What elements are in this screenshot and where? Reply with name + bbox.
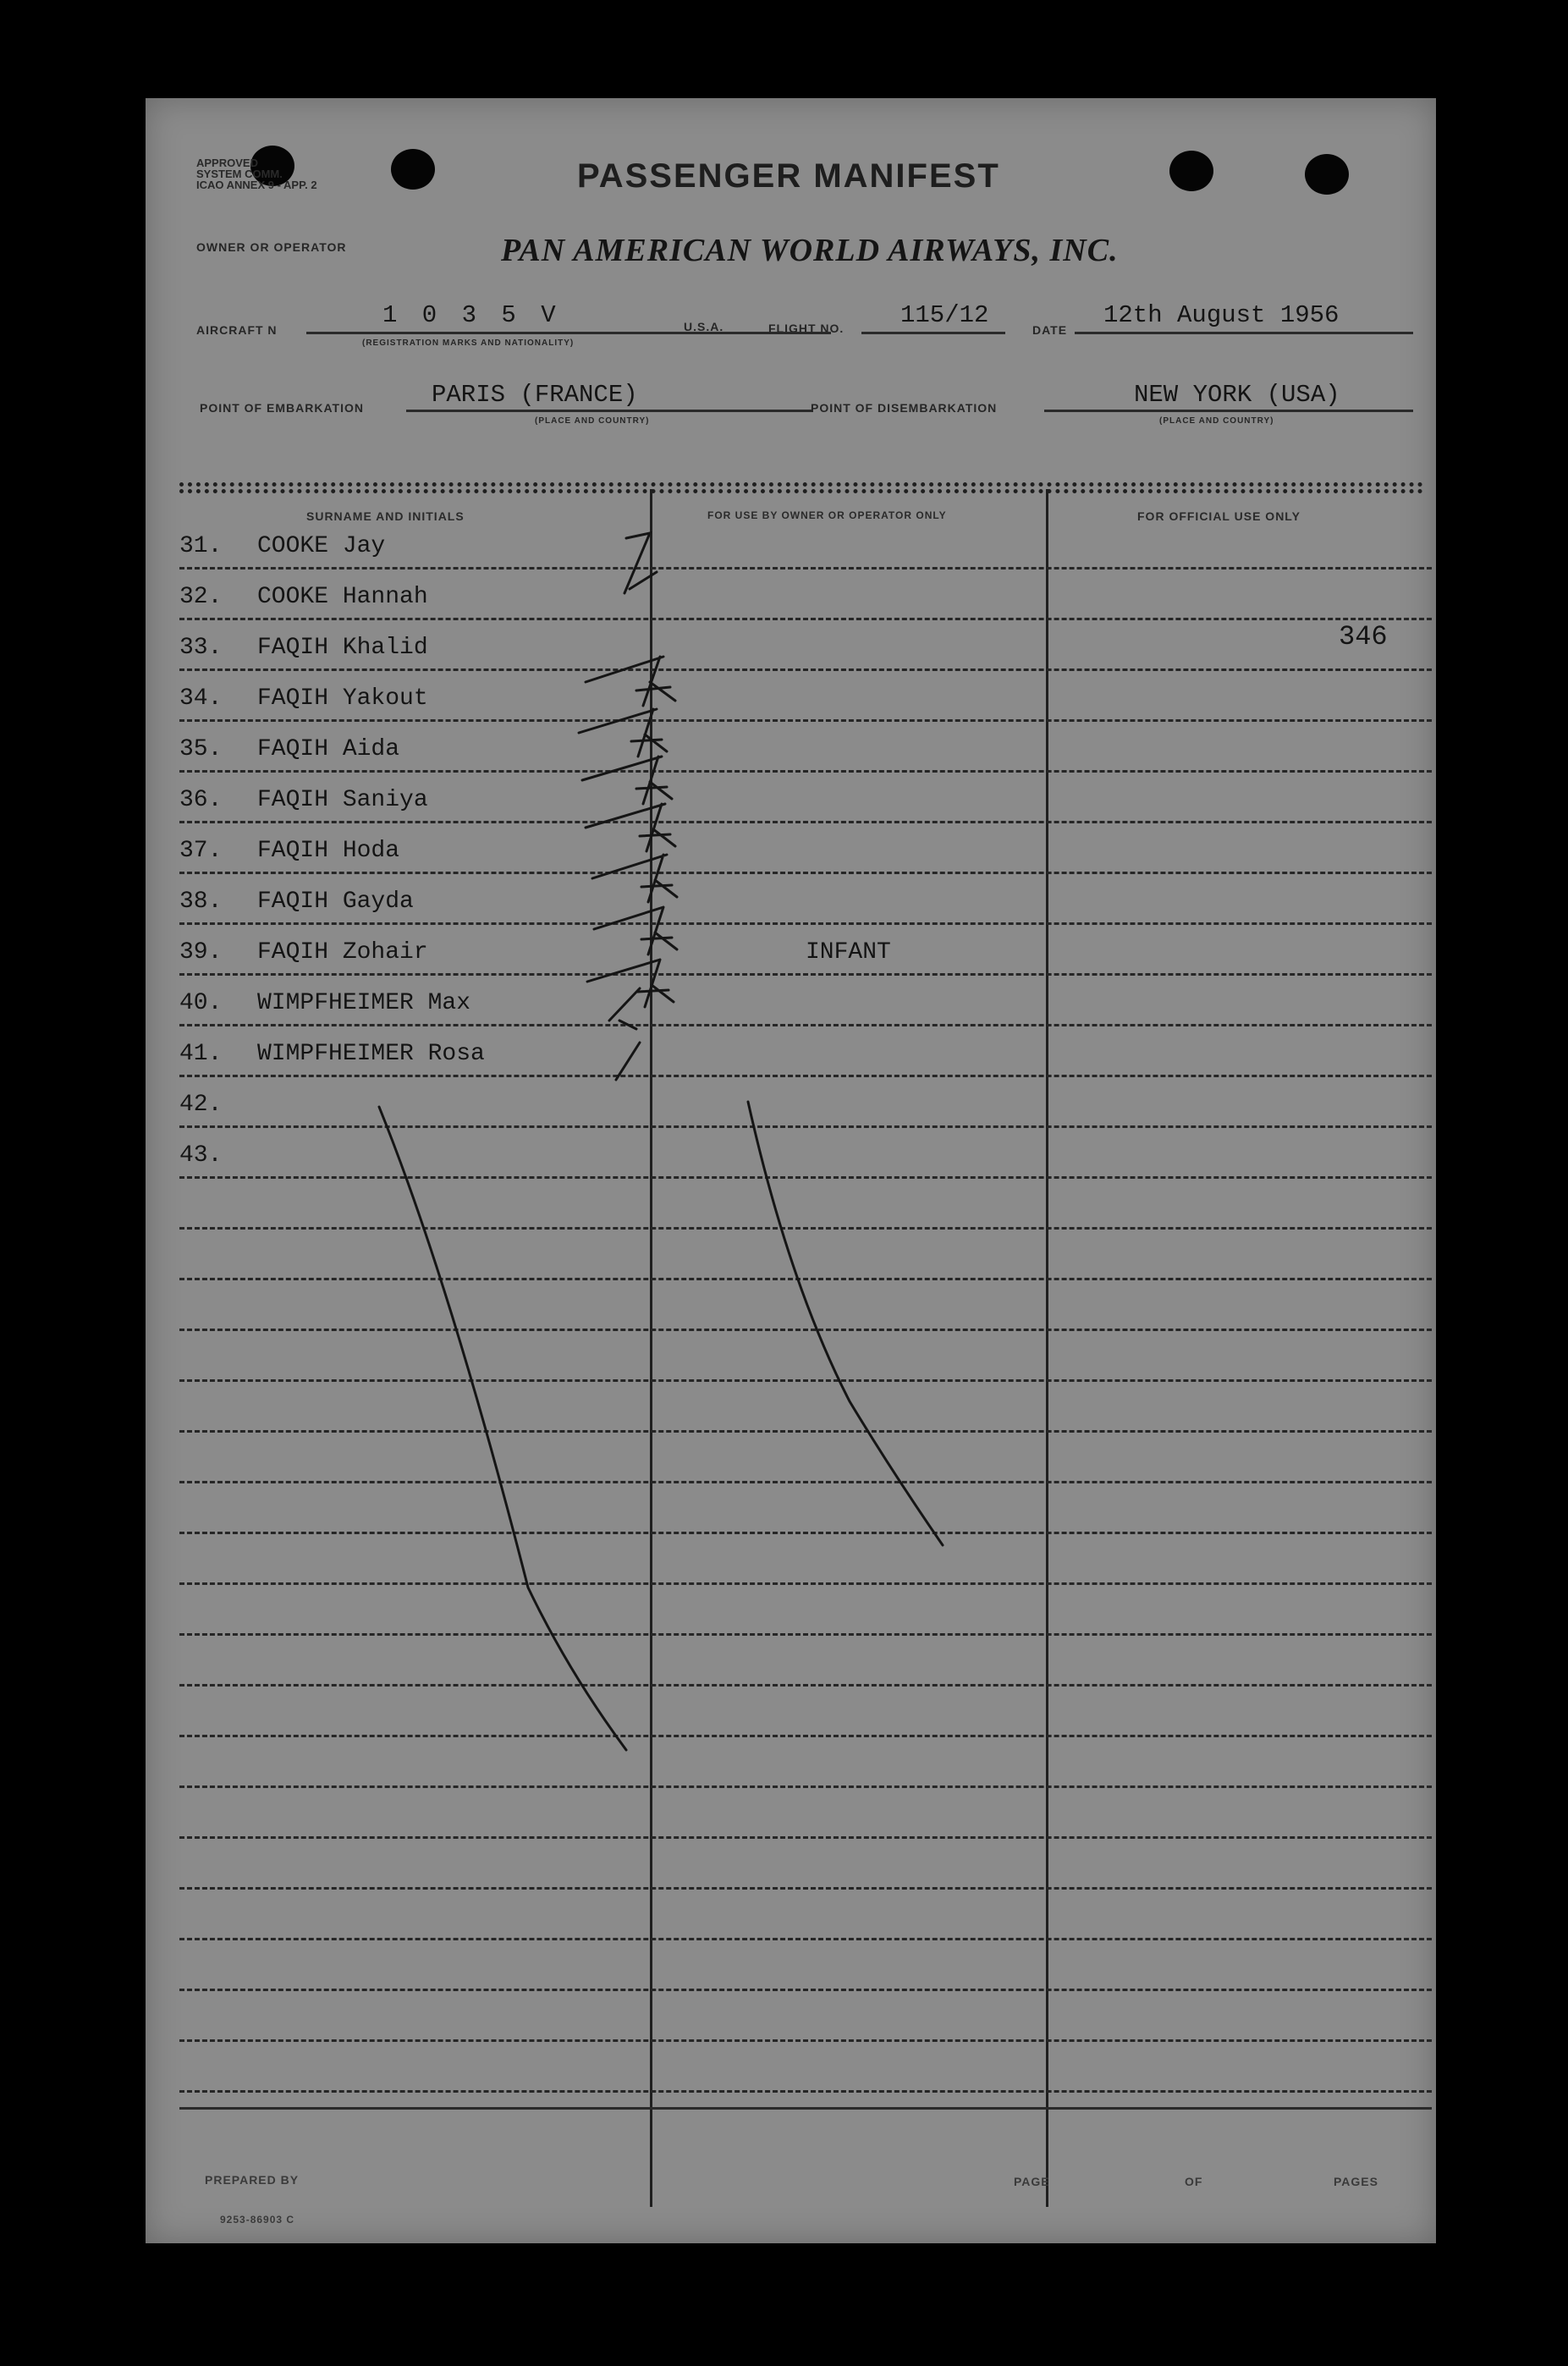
passenger-name: FAQIH Yakout xyxy=(257,685,428,712)
bottom-rule xyxy=(179,2107,1432,2110)
page-title: PASSENGER MANIFEST xyxy=(577,157,1000,195)
row-number: 42. xyxy=(179,1092,223,1118)
pages-label: PAGES xyxy=(1334,2175,1378,2188)
passenger-name: WIMPFHEIMER Max xyxy=(257,990,471,1016)
operator-name: PAN AMERICAN WORLD AIRWAYS, INC. xyxy=(501,233,1119,268)
page-label: PAGE xyxy=(1014,2175,1050,2188)
passenger-name: FAQIH Khalid xyxy=(257,635,428,661)
passenger-name: FAQIH Aida xyxy=(257,736,400,762)
flight-label: FLIGHT NO. xyxy=(768,322,845,335)
handwritten-a-mark xyxy=(582,757,672,804)
approval-note-line: APPROVED xyxy=(196,157,258,169)
disembark-label: POINT OF DISEMBARKATION xyxy=(811,401,998,415)
strike-line xyxy=(748,1102,943,1545)
row-number: 31. xyxy=(179,533,223,559)
passenger-name: COOKE Jay xyxy=(257,533,386,559)
row-number: 34. xyxy=(179,685,223,712)
embark-label: POINT OF EMBARKATION xyxy=(200,401,364,415)
passenger-name: WIMPFHEIMER Rosa xyxy=(257,1041,485,1067)
row-number: 43. xyxy=(179,1142,223,1169)
passenger-name: FAQIH Zohair xyxy=(257,939,428,966)
row-number: 36. xyxy=(179,787,223,813)
handwritten-a-mark xyxy=(594,907,677,955)
passenger-name: FAQIH Gayda xyxy=(257,889,414,915)
handwritten-a-mark xyxy=(586,804,675,851)
operator-note: INFANT xyxy=(806,939,891,966)
row-number: 39. xyxy=(179,939,223,966)
row-number: 40. xyxy=(179,990,223,1016)
column-header-official-use: FOR OFFICIAL USE ONLY xyxy=(1137,509,1301,523)
approval-note-line: ICAO ANNEX 9 - APP. 2 xyxy=(196,179,317,191)
strike-line xyxy=(379,1107,626,1750)
slash-mark xyxy=(616,1043,640,1080)
row-number: 37. xyxy=(179,838,223,864)
column-header-owner-use: FOR USE BY OWNER OR OPERATOR ONLY xyxy=(707,509,947,521)
handwritten-a-mark xyxy=(579,709,667,757)
row-number: 41. xyxy=(179,1041,223,1067)
aircraft-sublabel: (REGISTRATION MARKS AND NATIONALITY) xyxy=(362,338,575,348)
slash-mark xyxy=(609,988,640,1029)
passenger-name: COOKE Hannah xyxy=(257,584,428,610)
column-header-surname: SURNAME AND INITIALS xyxy=(306,509,465,523)
official-entry: 346 xyxy=(1339,621,1388,652)
owner-label: OWNER OR OPERATOR xyxy=(196,240,347,254)
manifest-sheet xyxy=(146,98,1436,2243)
handwritten-a-mark xyxy=(586,657,675,706)
handwritten-a-mark xyxy=(592,855,677,902)
row-number: 33. xyxy=(179,635,223,661)
aircraft-value: 1 0 3 5 V xyxy=(382,301,561,329)
embark-value: PARIS (FRANCE) xyxy=(432,381,638,409)
disembark-value: NEW YORK (USA) xyxy=(1134,381,1340,409)
embark-sublabel: (PLACE AND COUNTRY) xyxy=(535,416,650,426)
passenger-name: FAQIH Hoda xyxy=(257,838,400,864)
row-number: 35. xyxy=(179,736,223,762)
form-code: 9253-86903 C xyxy=(220,2214,295,2226)
date-value: 12th August 1956 xyxy=(1103,301,1340,329)
date-label: DATE xyxy=(1032,323,1068,337)
passenger-name: FAQIH Saniya xyxy=(257,787,428,813)
row-number: 32. xyxy=(179,584,223,610)
flight-value: 115/12 xyxy=(900,301,989,329)
approval-note-line: SYSTEM COMM. xyxy=(196,168,283,180)
disembark-sublabel: (PLACE AND COUNTRY) xyxy=(1159,416,1274,426)
handwritten-marks xyxy=(146,98,1436,2243)
aircraft-label: AIRCRAFT N xyxy=(196,323,278,337)
row-number: 38. xyxy=(179,889,223,915)
prepared-by-label: PREPARED BY xyxy=(205,2173,300,2187)
of-label: OF xyxy=(1185,2175,1203,2188)
usa-label: U.S.A. xyxy=(684,320,724,333)
